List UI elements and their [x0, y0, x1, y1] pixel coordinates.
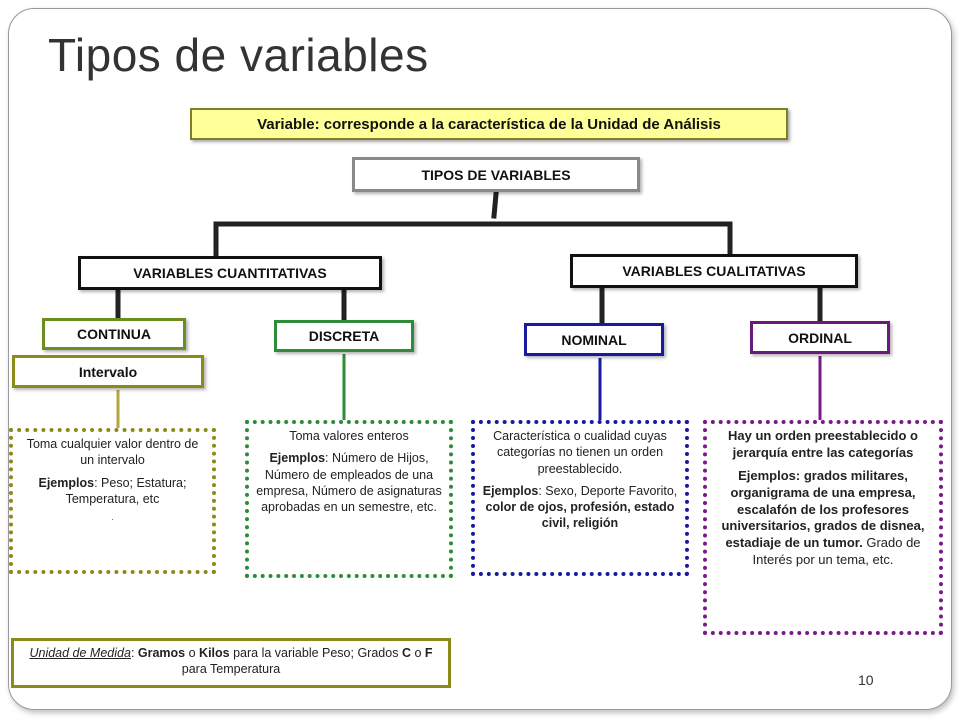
continua-desc-line: Toma cualquier valor dentro de un intervalo — [26, 437, 199, 468]
ordinal-description — [703, 420, 943, 635]
connector-root — [494, 194, 496, 216]
unidad-label: Unidad de Medida — [29, 646, 131, 660]
nominal-examples: Ejemplos: Sexo, Deporte Favorito, color de ojos, profesión, estado civil, religión — [482, 483, 678, 531]
discreta-examples: Ejemplos: Número de Hijos, Número de empleados de una empresa, Número de asignaturas aprobadas en un semestre, etc. — [256, 451, 442, 514]
cuantitativas-node: VARIABLES CUANTITATIVAS — [78, 256, 382, 290]
continua-description — [9, 428, 216, 574]
discreta-node: DISCRETA — [274, 320, 414, 352]
ordinal-node: ORDINAL — [750, 321, 890, 354]
continua-dot: . — [111, 513, 114, 522]
intervalo-node: Intervalo — [12, 355, 204, 388]
ordinal-examples: Ejemplos: grados militares, organigrama de una empresa, escalafón de los profesores universitarios, grados de disnea, estadiaje de un tumor. Grado de Interés por un tema, etc. — [721, 467, 925, 568]
continua-examples: Ejemplos: Peso; Estatura; Temperatura, etc — [38, 475, 187, 506]
nominal-description — [471, 420, 689, 576]
page-number: 10 — [858, 672, 874, 688]
definition-text: : corresponde a la característica de la Unidad de Análisis — [314, 115, 721, 133]
slide-title: Tipos de variables — [48, 29, 429, 81]
definition-term: Variable — [257, 115, 315, 133]
unidad-de-medida-box: Unidad de Medida: Gramos o Kilos para la variable Peso; Grados C o F para Temperatura — [11, 638, 451, 688]
discreta-description — [245, 420, 453, 578]
nominal-desc-line: Característica o cualidad cuyas categorías no tienen un orden preestablecido. — [493, 429, 667, 476]
continua-node: CONTINUA — [42, 318, 186, 350]
root-node: TIPOS DE VARIABLES — [352, 157, 640, 192]
ordinal-desc-line: Hay un orden preestablecido o jerarquía entre las categorías — [728, 428, 918, 460]
discreta-desc-line: Toma valores enteros — [289, 429, 409, 443]
nominal-node: NOMINAL — [524, 323, 664, 356]
cualitativas-node: VARIABLES CUALITATIVAS — [570, 254, 858, 288]
